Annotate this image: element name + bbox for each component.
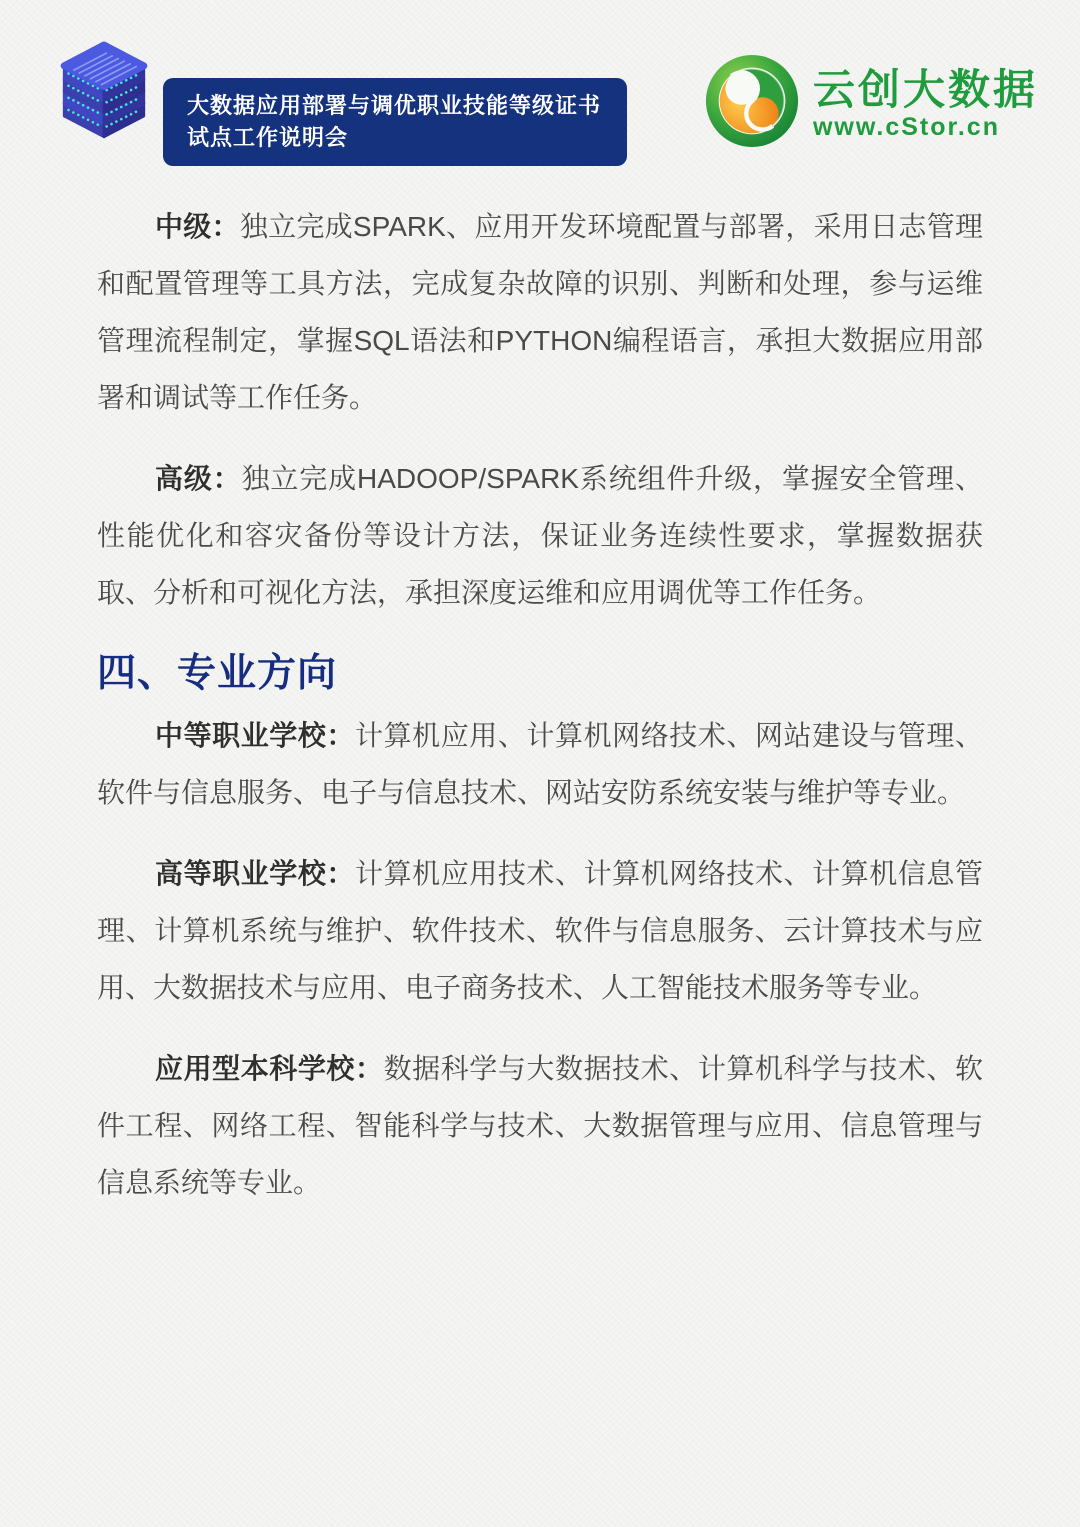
server-stack-icon	[52, 38, 156, 161]
paragraph-mid-level	[97, 198, 983, 426]
paragraph-lead-high-level: 高级：	[155, 463, 242, 494]
paragraph-secondary-vocational	[97, 707, 983, 821]
logo-text-block	[813, 67, 1038, 141]
document-content	[0, 172, 1080, 1211]
logo-website-url: www.cStor.cn	[812, 112, 1000, 141]
paragraph-lead-secondary-vocational: 中等职业学校：	[155, 720, 355, 751]
paragraph-lead-applied-undergraduate: 应用型本科学校：	[155, 1053, 384, 1084]
paragraph-text-higher-vocational: 计算机应用技术、计算机网络技术、计算机信息管理、计算机系统与维护、软件技术、软件与信息服务、云计算技术与应用、大数据技术与应用、电子商务技术、人工智能技术服务等专业。	[97, 858, 983, 1003]
title-badge-line2: 试点工作说明会	[187, 125, 349, 150]
page-header	[0, 0, 1080, 172]
paragraph-applied-undergraduate	[97, 1040, 983, 1211]
paragraph-text-secondary-vocational: 计算机应用、计算机网络技术、网站建设与管理、软件与信息服务、电子与信息技术、网站安防系统安装与维护等专业。	[97, 720, 983, 808]
paragraph-lead-mid-level: 中级：	[155, 211, 240, 242]
section-heading-majors: 四、专业方向	[97, 652, 338, 695]
title-badge	[163, 78, 627, 166]
paragraph-text-mid-level: 独立完成SPARK、应用开发环境配置与部署，采用日志管理和配置管理等工具方法，完成复杂故障的识别、判断和处理，参与运维管理流程制定，掌握SQL语法和PYTHON编程语言，承担大数据应用部署和调试等工作任务。	[97, 211, 983, 413]
logo-company-name: 云创大数据	[812, 65, 1038, 113]
paragraph-high-level	[97, 450, 983, 621]
company-logo	[703, 52, 1038, 155]
paragraph-text-high-level: 独立完成HADOOP/SPARK系统组件升级，掌握安全管理、性能优化和容灾备份等设计方法，保证业务连续性要求，掌握数据获取、分析和可视化方法，承担深度运维和应用调优等工作任务。	[97, 463, 983, 608]
green-swirl-logo-icon	[703, 52, 801, 155]
paragraph-lead-higher-vocational: 高等职业学校：	[155, 858, 355, 889]
paragraph-text-applied-undergraduate: 数据科学与大数据技术、计算机科学与技术、软件工程、网络工程、智能科学与技术、大数据管理与应用、信息管理与信息系统等专业。	[97, 1053, 983, 1198]
title-badge-line1: 大数据应用部署与调优职业技能等级证书	[187, 93, 602, 118]
paragraph-higher-vocational	[97, 845, 983, 1016]
